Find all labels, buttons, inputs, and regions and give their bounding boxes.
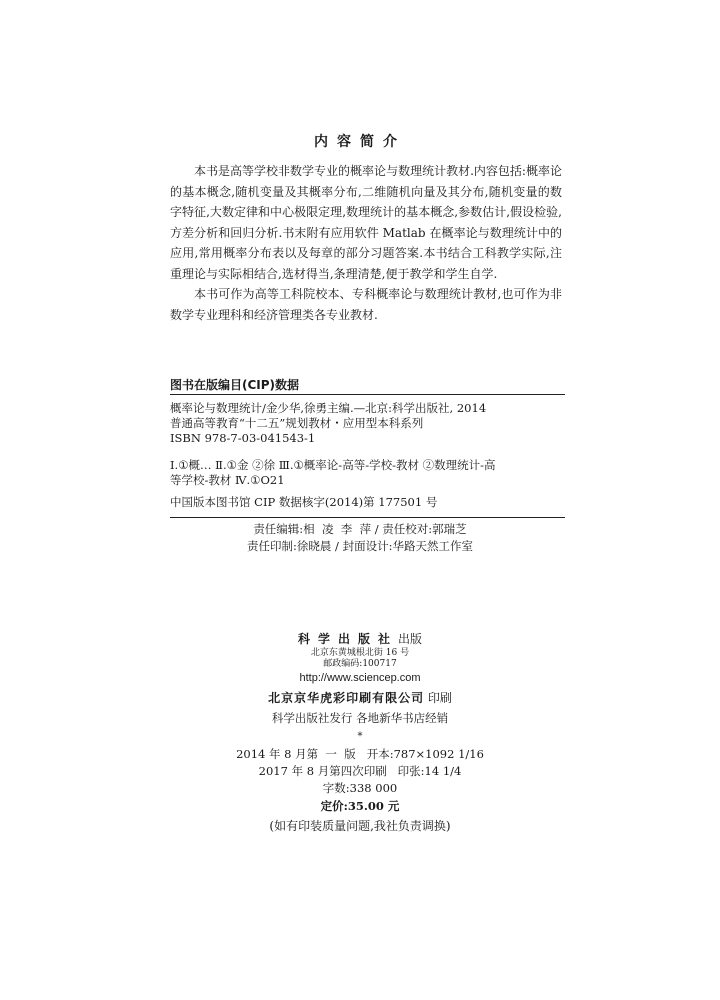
edition-info [0,746,720,797]
cip-catalog-entry [170,401,570,446]
cip-line: 普通高等教育“十二五”规划教材・应用型本科系列 [170,416,424,430]
publisher-name: 科学出版社 [297,632,398,646]
credits-line: 责任印制:徐晓晨 / 封面设计:华路天然工作室 [247,539,473,553]
credits [0,521,720,555]
cip-line: ISBN 978-7-03-041543-1 [170,431,316,445]
cip-heading: 图书在版编目(CIP)数据 [170,378,300,392]
imprint [0,630,720,837]
cip-line: 概率论与数理统计/金少华,徐勇主编.—北京:科学出版社, 2014 [170,401,487,415]
cip-bottom-rule [170,517,565,518]
cip-line: 等学校-教材 Ⅳ.①O21 [170,473,285,487]
publisher-line [0,630,720,648]
intro-text [170,161,562,325]
edition-line: 2017 年 8 月第四次印刷 印张:14 1/4 [258,764,462,778]
price-value: 35.00 元 [347,799,400,813]
publisher-suffix: 出版 [398,632,423,646]
publisher-postcode: 邮政编码:100717 [323,659,397,669]
publisher-address: 北京东黄城根北街 16 号 [310,648,410,658]
price-label: 定价: [320,799,348,813]
cip-classification [170,458,570,488]
printer-name: 北京京华虎彩印刷有限公司 [268,691,425,705]
intro-paragraph: 本书是高等学校非数学专业的概率论与数理统计教材.内容包括:概率论的基本概念,随机变量及其概率分布,二维随机向量及其分布,随机变量的数字特征,大数定律和中心极限定理,数理统计的基本概念,参数估计,假设检验,方差分析和回归分析.书末附有应用软件 Matlab 在概率论与数理统计中的应用,常用概率分布表以及每章的部分习题答案.本书结合工科教学实际,注重理论与实际相结合,选材得当,条理清楚,便于教学和学生自学. [170,164,562,281]
printer-suffix: 印刷 [427,691,452,705]
edition-line: 2014 年 8 月第 一 版 开本:787×1092 1/16 [236,747,484,761]
quality-note: (如有印装质量问题,我社负责调换) [269,819,451,833]
intro-paragraph: 本书可作为高等工科院校本、专科概率论与数理统计教材,也可作为非数学专业理科和经济管理类各专业教材. [170,287,562,322]
separator: * [357,731,363,742]
cip-top-rule [170,394,565,395]
word-count: 字数:338 000 [322,781,398,795]
credits-line: 责任编辑:相 凌 李 萍 / 责任校对:郭瑞芝 [253,522,467,536]
cip-line: Ⅰ.①概… Ⅱ.①金 ②徐 Ⅲ.①概率论-高等-学校-教材 ②数理统计-高 [170,458,496,472]
intro-title: 内容简介 [314,134,406,150]
distribution: 科学出版社发行 各地新华书店经销 [271,711,449,725]
cip-record: 中国版本图书馆 CIP 数据核字(2014)第 177501 号 [170,495,438,509]
printer-line [0,688,720,708]
publisher-url: http://www.sciencep.com [299,672,421,684]
price [0,797,720,815]
